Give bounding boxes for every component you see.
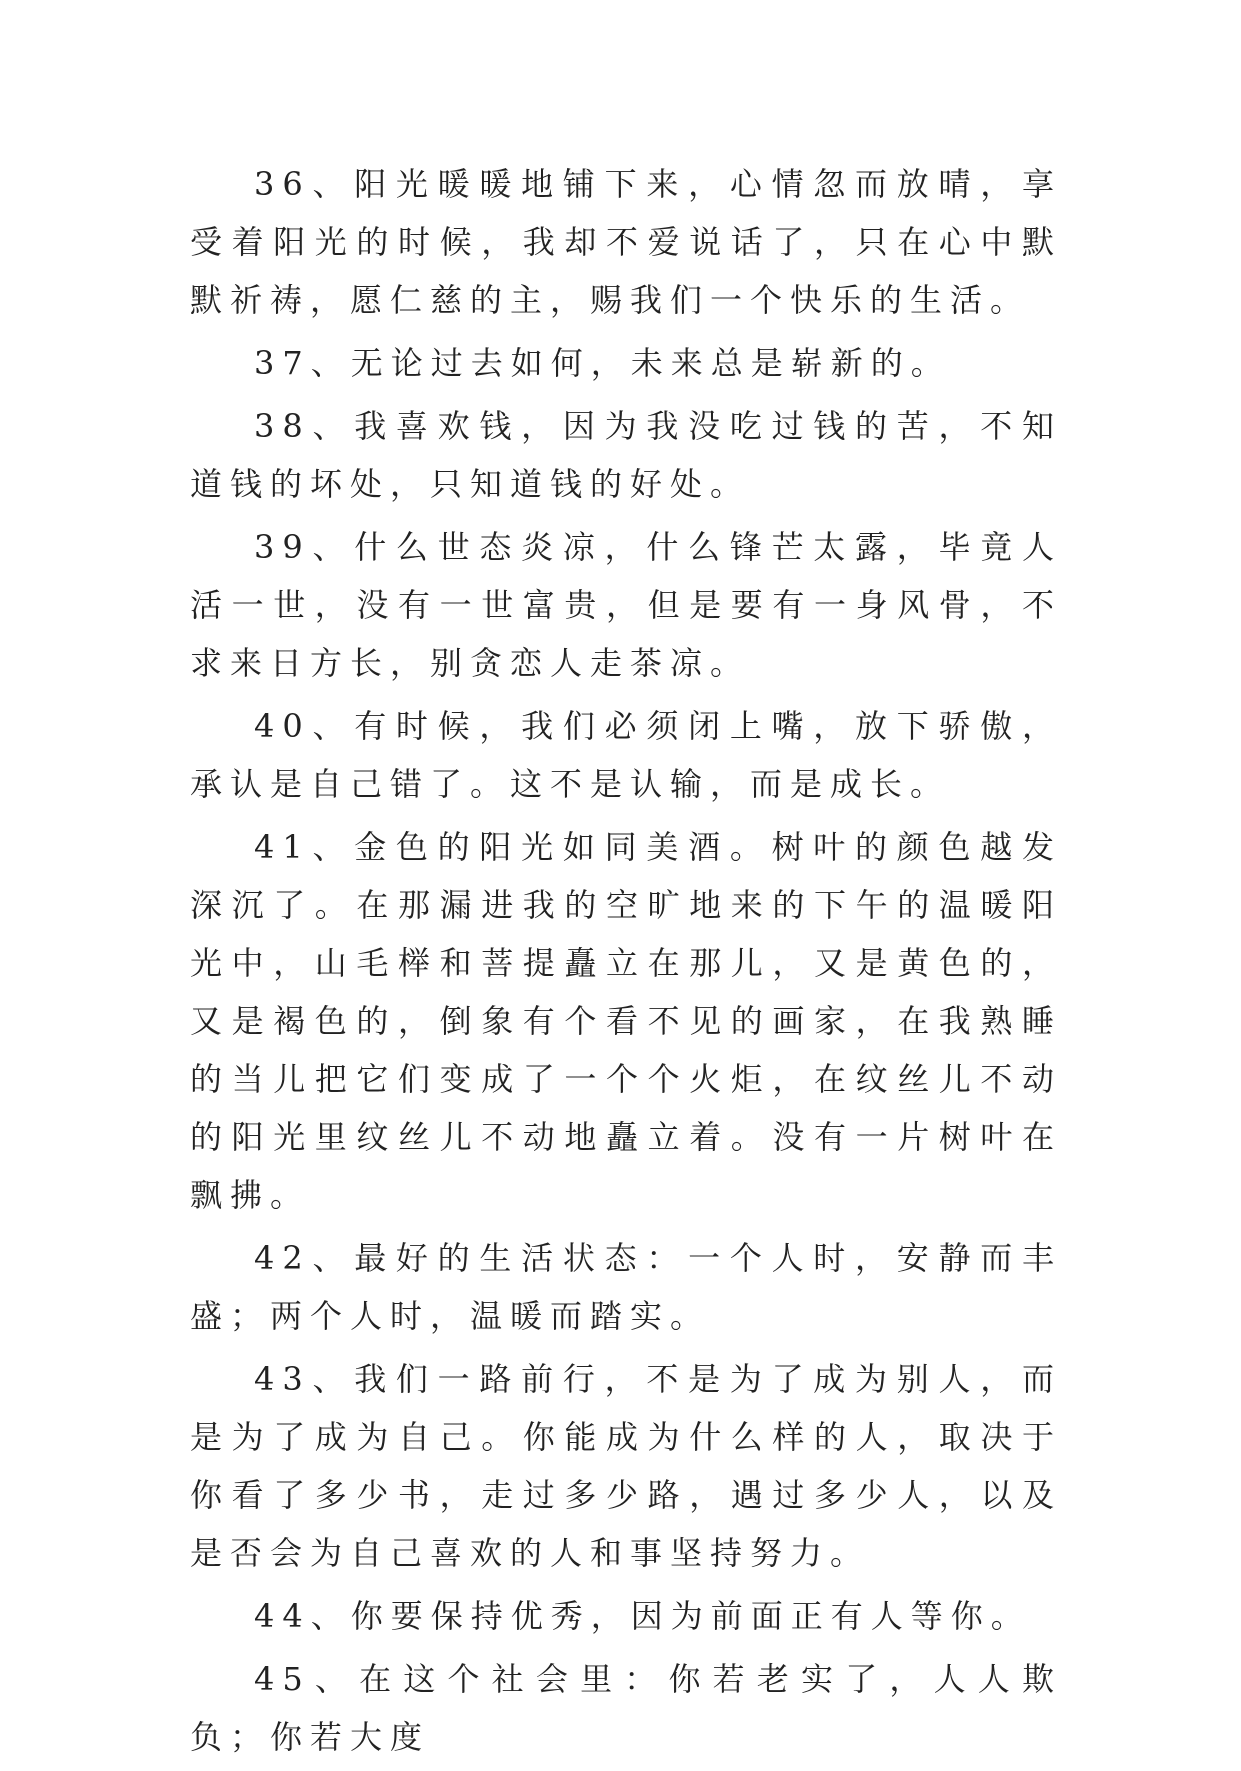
paragraph-39: 39、什么世态炎凉，什么锋芒太露，毕竟人活一世，没有一世富贵，但是要有一身风骨，不求来日方长，别贪恋人走茶凉。 <box>190 528 1062 682</box>
paragraph-43: 43、我们一路前行，不是为了成为别人，而是为了成为自己。你能成为什么样的人，取决于你看了多少书，走过多少路，遇过多少人，以及是否会为自己喜欢的人和事坚持努力。 <box>190 1360 1062 1572</box>
paragraph-36: 36、阳光暖暖地铺下来，心情忽而放晴，享受着阳光的时候，我却不爱说话了，只在心中默默祈祷，愿仁慈的主，赐我们一个快乐的生活。 <box>190 165 1062 319</box>
paragraph-45: 45、在这个社会里：你若老实了，人人欺负；你若大度 <box>190 1660 1062 1756</box>
paragraph-37: 37、无论过去如何，未来总是崭新的。 <box>254 344 951 382</box>
paragraph-44: 44、你要保持优秀，因为前面正有人等你。 <box>254 1597 1031 1635</box>
paragraph-41: 41、金色的阳光如同美酒。树叶的颜色越发深沉了。在那漏进我的空旷地来的下午的温暖阳光中，山毛榉和菩提矗立在那儿，又是黄色的，又是褐色的，倒象有个看不见的画家，在我熟睡的当儿把它们变成了一个个火炬，在纹丝儿不动的阳光里纹丝儿不动地矗立着。没有一片树叶在飘拂。 <box>190 828 1062 1214</box>
document-body <box>190 155 1062 1771</box>
paragraph-38: 38、我喜欢钱，因为我没吃过钱的苦，不知道钱的坏处，只知道钱的好处。 <box>190 407 1062 503</box>
paragraph-40: 40、有时候，我们必须闭上嘴，放下骄傲，承认是自己错了。这不是认输，而是成长。 <box>190 707 1062 803</box>
paragraph-42: 42、最好的生活状态：一个人时，安静而丰盛；两个人时，温暖而踏实。 <box>190 1239 1062 1335</box>
